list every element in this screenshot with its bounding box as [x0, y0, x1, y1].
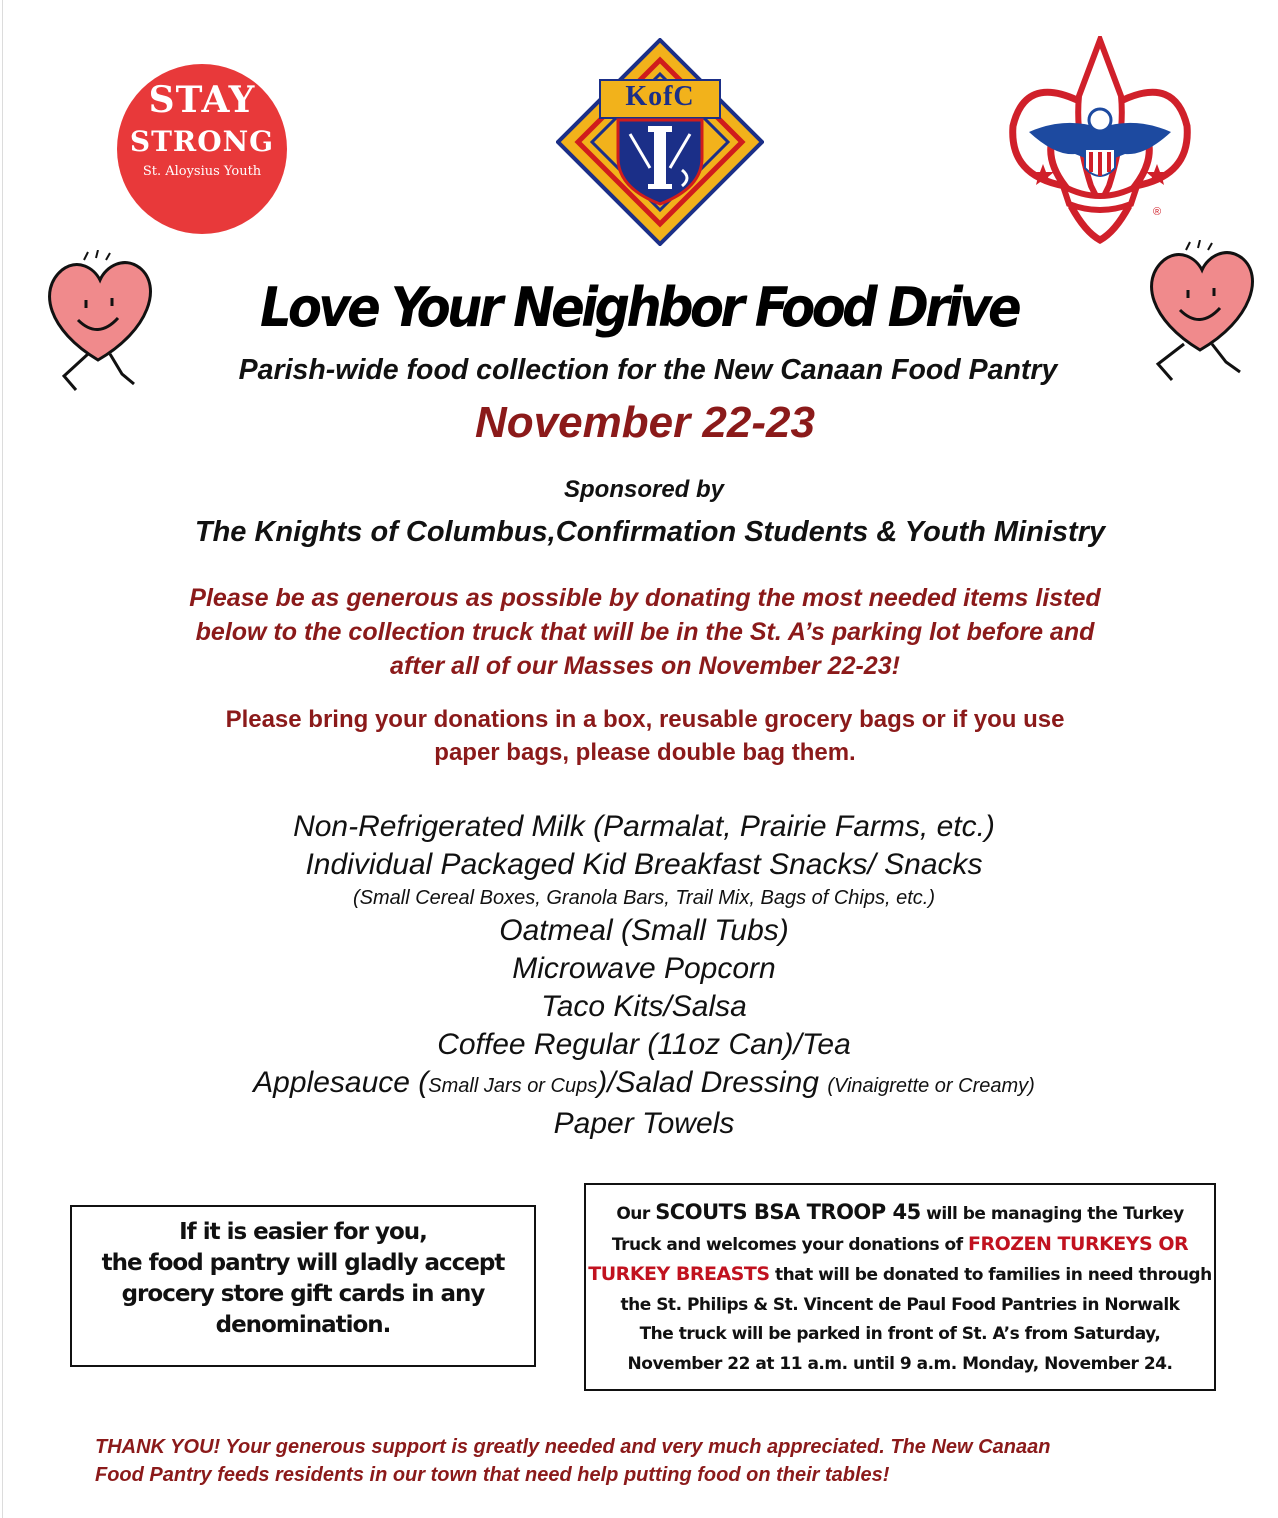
item-taco: Taco Kits/Salsa — [541, 990, 747, 1023]
item-applesauce-note: Small Jars or Cups — [428, 1075, 598, 1097]
scouts-line: the St. Philips & St. Vincent de Paul Food Pantries in Norwalk — [620, 1294, 1180, 1315]
scouts-text: that will be donated to families in need through — [774, 1265, 1212, 1285]
item-snacks: Individual Packaged Kid Breakfast Snacks/ Snacks — [305, 848, 983, 881]
gift-card-box — [70, 1205, 536, 1367]
thank-you-line: THANK YOU! Your generous support is greatly needed and very much appreciated. The New Canaan — [95, 1436, 1051, 1458]
scouts-highlight: TURKEY BREASTS — [588, 1263, 770, 1285]
stay-strong-line1: STAY — [148, 79, 256, 121]
sponsored-by-label: Sponsored by — [563, 476, 725, 503]
item-snacks-note: (Small Cereal Boxes, Granola Bars, Trail Mix, Bags of Chips, etc.) — [352, 887, 936, 909]
item-milk: Non-Refrigerated Milk (Parmalat, Prairie Farms, etc.) — [293, 810, 995, 843]
item-popcorn: Microwave Popcorn — [512, 952, 776, 985]
sponsors-list: The Knights of Columbus,Confirmation Students & Youth Ministry — [194, 516, 1106, 548]
needed-items-list — [0, 808, 1278, 1143]
kofc-emblem-text: KofC — [625, 81, 695, 112]
scouts-line: The truck will be parked in front of St. A’s from Saturday, — [639, 1324, 1161, 1344]
event-date: November 22-23 — [475, 398, 815, 447]
stay-strong-line2: STRONG — [129, 125, 275, 158]
item-applesauce-b: )/Salad Dressing — [597, 1066, 819, 1099]
scouts-line — [586, 1260, 1214, 1291]
scouts-text: Truck and welcomes your donations of — [611, 1234, 963, 1255]
scouts-line: November 22 at 11 a.m. until 9 a.m. Monday, November 24. — [627, 1353, 1173, 1374]
stay-strong-line3: St. Aloysius Youth — [142, 164, 262, 179]
item-coffee: Coffee Regular (11oz Can)/Tea — [437, 1028, 851, 1061]
packaging-line: paper bags, please double bag them. — [434, 739, 856, 766]
gift-card-line: grocery store gift cards in any — [121, 1281, 485, 1307]
knights-of-columbus-emblem — [556, 38, 764, 246]
packaging-instructions — [100, 703, 1190, 769]
scouts-turkey-box — [584, 1183, 1216, 1391]
donation-request-line: after all of our Masses on November 22-23! — [390, 652, 900, 680]
scouts-bsa-logo — [1005, 36, 1195, 246]
scouts-line — [586, 1230, 1214, 1261]
item-towels: Paper Towels — [553, 1107, 735, 1140]
gift-card-line: the food pantry will gladly accept — [101, 1250, 505, 1276]
scouts-text: will be managing the Turkey — [926, 1204, 1184, 1224]
donation-request-paragraph — [100, 581, 1190, 683]
scouts-line — [586, 1198, 1214, 1230]
donation-request-line: Please be as generous as possible by donating the most needed items listed — [189, 584, 1101, 612]
item-dressing-note: (Vinaigrette or Creamy) — [827, 1075, 1035, 1097]
gift-card-line: denomination. — [215, 1312, 391, 1338]
flyer-title: Love Your Neighbor Food Drive — [259, 276, 1019, 339]
page-edge-line — [2, 0, 3, 1518]
stay-strong-logo — [117, 64, 287, 234]
thank-you-line: Food Pantry feeds residents in our town that need help putting food on their tables! — [95, 1464, 890, 1486]
flyer-subtitle: Parish-wide food collection for the New Canaan Food Pantry — [238, 354, 1058, 386]
donation-request-line: below to the collection truck that will be in the St. A’s parking lot before and — [195, 618, 1095, 646]
registered-mark: ® — [1153, 206, 1162, 218]
item-applesauce-a: Applesauce ( — [253, 1066, 429, 1099]
packaging-line: Please bring your donations in a box, reusable grocery bags or if you use — [225, 706, 1065, 733]
scouts-troop: SCOUTS BSA TROOP 45 — [655, 1200, 921, 1224]
item-oatmeal: Oatmeal (Small Tubs) — [499, 914, 789, 947]
scouts-text: Our — [616, 1204, 650, 1224]
scouts-highlight: FROZEN TURKEYS OR — [968, 1232, 1189, 1255]
thank-you-message — [95, 1433, 1215, 1489]
kofc-emblem-icon — [556, 38, 764, 246]
item-applesauce — [0, 1064, 1278, 1105]
gift-card-line: If it is easier for you, — [179, 1219, 427, 1245]
fleur-de-lis-icon — [1005, 36, 1195, 246]
